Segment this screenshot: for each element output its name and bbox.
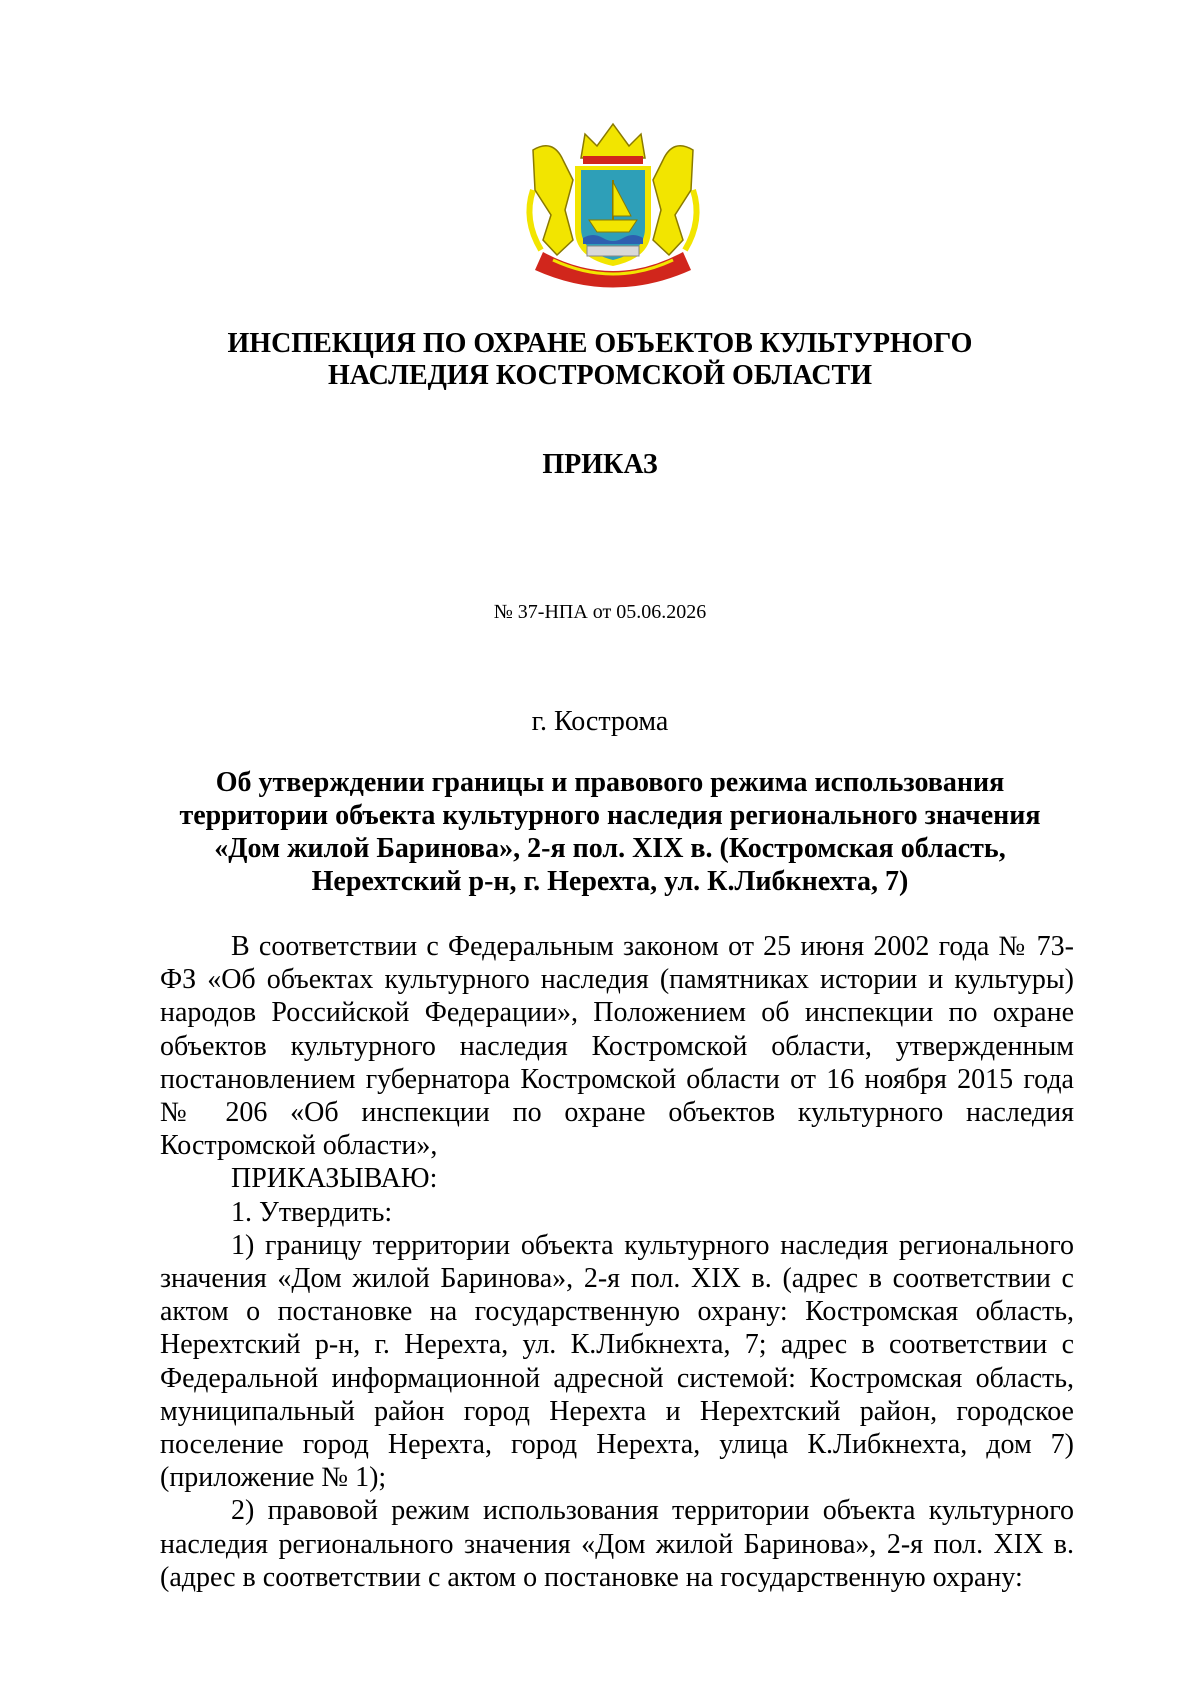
document-type: ПРИКАЗ [542, 449, 658, 480]
sub-item-1-paragraph: 1) границу территории объекта культурного наследия регионального значения «Дом жилой Баринова», 2-я пол. XIX в. (адрес в соответствии с актом о постановке на государственную охрану: Костромская область, Нерехтский р-н, г. Нерехта, ул. К.Либкнехта, 7; адрес в соответствии с Федеральной информационной адресной системой: Костромская область, муниципальный район город Нерехта и Нерехтский район, городское поселение город Нерехта, город Нерехта, улица К.Либкнехта, дом 7) (приложение № 1); [160, 1229, 1074, 1494]
title-line-2: территории объекта культурного наследия регионального значения [179, 800, 1041, 831]
title-line-1: Об утверждении границы и правового режима использования [215, 767, 1005, 798]
order-word: ПРИКАЗЫВАЮ: [231, 1163, 438, 1195]
document-city: г. Кострома [531, 706, 669, 737]
organization-name [0, 328, 1200, 392]
coat-of-arms-icon [513, 120, 713, 298]
document-body [160, 930, 1074, 1594]
document-title [160, 766, 1060, 898]
organization-name-line-1: ИНСПЕКЦИЯ ПО ОХРАНЕ ОБЪЕКТОВ КУЛЬТУРНОГО [227, 328, 973, 359]
sub-item-2-paragraph: 2) правовой режим использования территории объекта культурного наследия регионального значения «Дом жилой Баринова», 2-я пол. XIX в. (адрес в соответствии с актом о постановке на государственную охрану: [160, 1495, 1074, 1593]
order-item-1: 1. Утвердить: [231, 1196, 393, 1228]
document-number: № 37-НПА от 05.06.2026 [493, 601, 707, 623]
organization-name-line-2: НАСЛЕДИЯ КОСТРОМСКОЙ ОБЛАСТИ [327, 360, 873, 391]
title-line-4: Нерехтский р-н, г. Нерехта, ул. К.Либкнехта, 7) [311, 866, 909, 897]
preamble-paragraph: В соответствии с Федеральным законом от 25 июня 2002 года № 73-ФЗ «Об объектах культурного наследия (памятниках истории и культуры) народов Российской Федерации», Положением об инспекции по охране объектов культурного наследия Костромской области, утвержденным постановлением губернатора Костромской области от 16 ноября 2015 года № 206 «Об инспекции по охране объектов культурного наследия Костромской области», [160, 931, 1074, 1162]
title-line-3: «Дом жилой Баринова», 2-я пол. XIX в. (Костромская область, [214, 833, 1006, 864]
